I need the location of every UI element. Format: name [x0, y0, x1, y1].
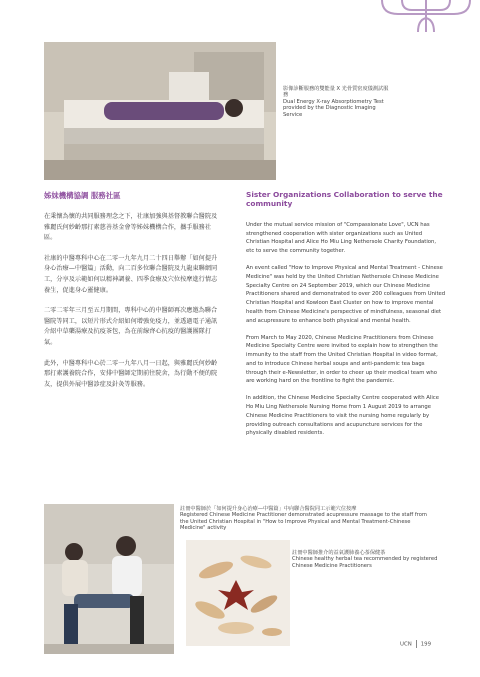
- footer-divider: [416, 640, 417, 648]
- decorative-tree-logo-icon: [378, 0, 474, 32]
- chinese-text-column: [44, 212, 222, 400]
- zh-paragraph: 社康的中醫專科中心在二零一九年九月二十四日舉辦「如何提升身心治療—中醫篇」活動，向二百多位聯合醫院及九龍東聯網同工，分享及示範如何以精神調養、四季食療及穴位按摩進行情志養生，促進身心靈健康。: [44, 254, 218, 294]
- acupressure-demonstration-photo: [44, 504, 174, 654]
- footer-org: UCN: [400, 641, 412, 648]
- photo2-caption-zh: 註冊中醫師於「如何提升身心治療—中醫篇」中向聯合醫院同工示範穴位按摩: [180, 506, 357, 512]
- herbal-tea-photo: [186, 540, 290, 646]
- photo1-caption-zh: 影像診斷服務的雙能量 X 光骨質密度儀測試服務: [283, 86, 389, 99]
- bone-density-test-photo: [44, 42, 276, 180]
- photo1-caption-en: Dual Energy X-ray Absorptiometry Test provided by the Diagnostic Imaging Service: [283, 98, 384, 118]
- page-number: 199: [420, 641, 432, 648]
- photo3-caption-en: Chinese healthy herbal tea recommended by registered Chinese Medicine Practitioners: [292, 556, 438, 569]
- photo1-caption: [283, 86, 393, 118]
- en-paragraph: An event called "How to Improve Physical and Mental Treatment - Chinese Medicine" was held by the United Christian Nethersole Chinese Medicine Specialty Centre on 24 September 2019, which our Chinese Medicine Practitioners shared and demonstrated to over 200 colleagues from United Christian Hospital and Kowloon East Cluster on how to improve mental health from Chinese Medicine's perspective of mindfulness, seasonal diet and acupressure to enhance both physical and mental health.: [246, 265, 446, 324]
- english-text-column: [246, 221, 446, 446]
- photo2-caption-en: Registered Chinese Medicine Practitioner demonstrated acupressure massage to the staff from the United Christian Hospital in "How to Improve Physical and Mental Treatment-Chinese Medicine" activity: [180, 512, 427, 532]
- photo2-caption: [180, 506, 430, 532]
- en-paragraph: In addition, the Chinese Medicine Specialty Centre cooperated with Alice Ho Miu Ling Nethersole Nursing Home from 1 August 2019 to arrange Chinese Medicine Practitioners to visit the nursing home regularly by providing outreach consultations and acupuncture services for the physically disabled residents.: [246, 395, 439, 437]
- zh-paragraph: 此外，中醫專科中心於二零一九年八月一日起，與雅麗氏何妙齡那打素護養院合作，安排中醫師定期前往院舍，為行動不便的院友，提供外展中醫診症及針灸等服務。: [44, 359, 218, 388]
- en-paragraph: Under the mutual service mission of "Compassionate Love", UCN has strengthened cooperation with sister organizations such as United Christian Hospital and Alice Ho Miu Ling Nethersole Charity Foundation, etc to serve the community together.: [246, 222, 437, 255]
- section-heading-en: Sister Organizations Collaboration to serve the community: [246, 190, 443, 209]
- photo3-caption: [292, 550, 442, 569]
- en-paragraph: From March to May 2020, Chinese Medicine Practitioners from Chinese Medicine Specialty Centre were invited to explain how to strengthen the immunity to the staff from the United Christian Hospital in video format, and to introduce Chinese herbal soups and anti-pandemic tea bags through their e-Newsletter, in order to cheer up their medical team who are working hard on the frontline to fight the pandemic.: [246, 334, 438, 385]
- page-footer: [400, 640, 431, 648]
- photo3-caption-zh: 註冊中醫師推介的益氣護肺養心茶保健茶: [292, 550, 386, 556]
- zh-paragraph: 二零二零年三月至五月期間，專科中心的中醫師再次應邀為聯合醫院等同工，以短片形式介紹如何增強免疫力，並透過電子通訊介紹中草藥湯療及抗疫茶包，為在前線齊心抗疫的醫護團隊打氣。: [44, 307, 218, 346]
- section-heading-zh: 姊妹機構協調 服務社區: [44, 191, 121, 200]
- zh-paragraph: 在秉懷為懷的共同服務理念之下，社康加強與基督教聯合醫院及雅麗氏何妙齡那打素慈善基金會等姊妹機構合作，攜手服務社區。: [44, 213, 218, 242]
